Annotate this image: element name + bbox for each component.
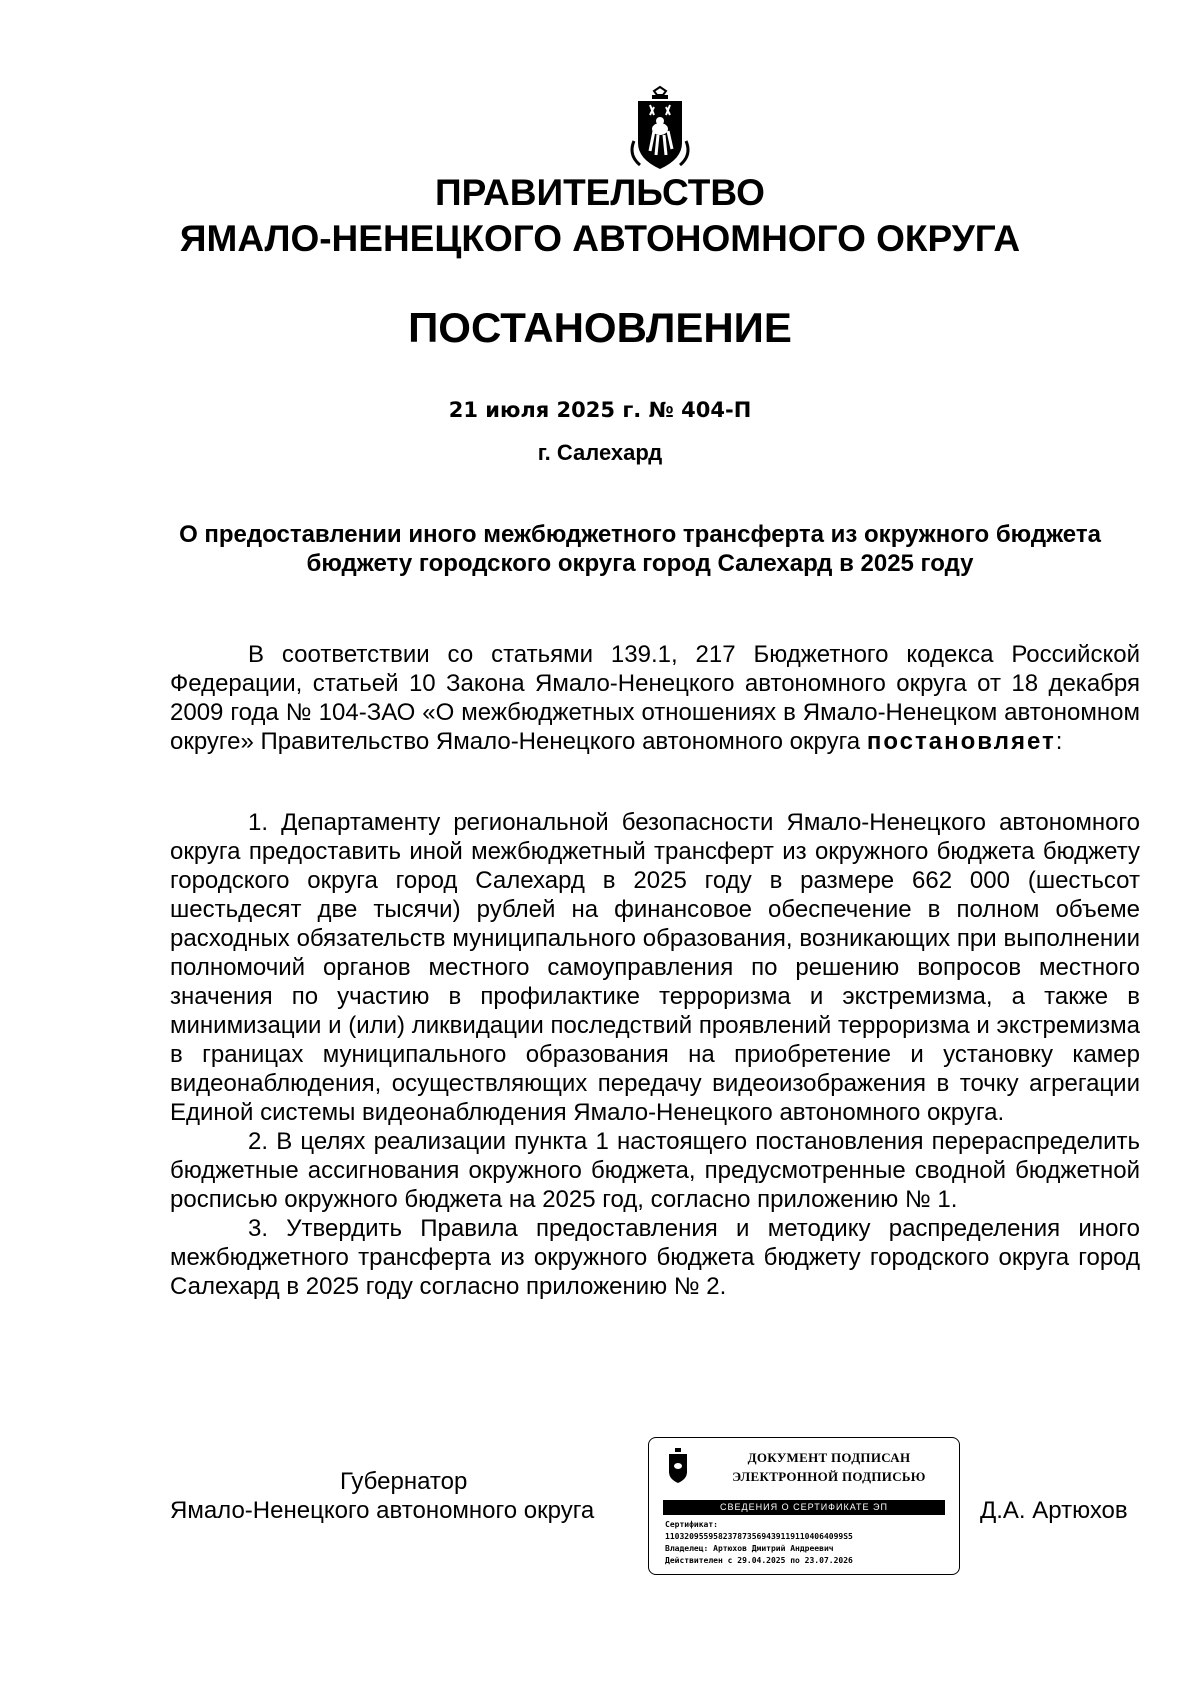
resolution-item: 2. В целях реализации пункта 1 настоящего постановления перераспределить бюджетные ассигнования окружного бюджета, предусмотренные сводной бюджетной росписью окружного бюджета на 2025 год, согласно приложению № 1.	[170, 1128, 1140, 1213]
preamble-paragraph	[170, 640, 1140, 756]
signatory-title-line2: Ямало-Ненецкого автономного округа	[170, 1497, 595, 1524]
stamp-validity: Действителен с 29.04.2025 по 23.07.2026	[665, 1556, 853, 1565]
document-city: г. Салехард	[537, 440, 663, 465]
document-type-title: ПОСТАНОВЛЕНИЕ	[408, 304, 792, 351]
organization-name-line2: ЯМАЛО-НЕНЕЦКОГО АВТОНОМНОГО ОКРУГА	[179, 218, 1021, 259]
stamp-emblem-icon	[667, 1448, 689, 1484]
preamble-text: В соответствии со статьями 139.1, 217 Бюджетного кодекса Российской Федерации, статьей 10 Закона Ямало-Ненецкого автономного округа от 18 декабря 2009 года № 104-ЗАО «О межбюджетных отношениях в Ямало-Ненецком автономном округе» Правительство Ямало-Ненецкого автономного округа	[170, 641, 1140, 755]
preamble-end: :	[1055, 728, 1063, 755]
stamp-certificate-header: СВЕДЕНИЯ О СЕРТИФИКАТЕ ЭП	[663, 1500, 945, 1515]
electronic-signature-stamp	[648, 1437, 960, 1575]
document-date-number: 21 июля 2025 г. № 404-П	[448, 398, 752, 422]
signatory-title-line1: Губернатор	[340, 1468, 468, 1495]
stamp-certificate-number: 1103209559582378735694391191104064099S5	[665, 1532, 853, 1541]
document-subject: О предоставлении иного межбюджетного трансферта из окружного бюджета бюджету городского округа город Салехард в 2025 году	[179, 521, 1101, 577]
resolution-item: 3. Утвердить Правила предоставления и методику распределения иного межбюджетного трансферта из окружного бюджета бюджету городского округа город Салехард в 2025 году согласно приложению № 2.	[170, 1215, 1140, 1300]
stamp-title-line2: ЭЛЕКТРОННОЙ ПОДПИСЬЮ	[732, 1469, 926, 1484]
preamble-keyword: постановляет	[866, 728, 1056, 755]
signatory-name: Д.А. Артюхов	[980, 1497, 1128, 1524]
coat-of-arms-emblem	[630, 85, 690, 173]
stamp-title-line1: ДОКУМЕНТ ПОДПИСАН	[747, 1450, 911, 1465]
stamp-owner: Владелец: Артюхов Дмитрий Андреевич	[665, 1544, 834, 1553]
stamp-certificate-label: Сертификат:	[665, 1520, 718, 1529]
resolution-item: 1. Департаменту региональной безопасности Ямало-Ненецкого автономного округа предоставить иной межбюджетный трансферт из окружного бюджета бюджету городского округа город Салехард в 2025 году в размере 662 000 (шестьсот шестьдесят две тысячи) рублей на финансовое обеспечение в полном объеме расходных обязательств муниципального образования, возникающих при выполнении полномочий органов местного самоуправления по решению вопросов местного значения по участию в профилактике терроризма и экстремизма, а также в минимизации и (или) ликвидации последствий проявлений терроризма и экстремизма в границах муниципального образования на приобретение и установку камер видеонаблюдения, осуществляющих передачу видеоизображения в точку агрегации Единой системы видеонаблюдения Ямало-Ненецкого автономного округа.	[170, 809, 1140, 1126]
organization-name-line1: ПРАВИТЕЛЬСТВО	[435, 172, 765, 213]
resolution-items	[170, 808, 1140, 1301]
